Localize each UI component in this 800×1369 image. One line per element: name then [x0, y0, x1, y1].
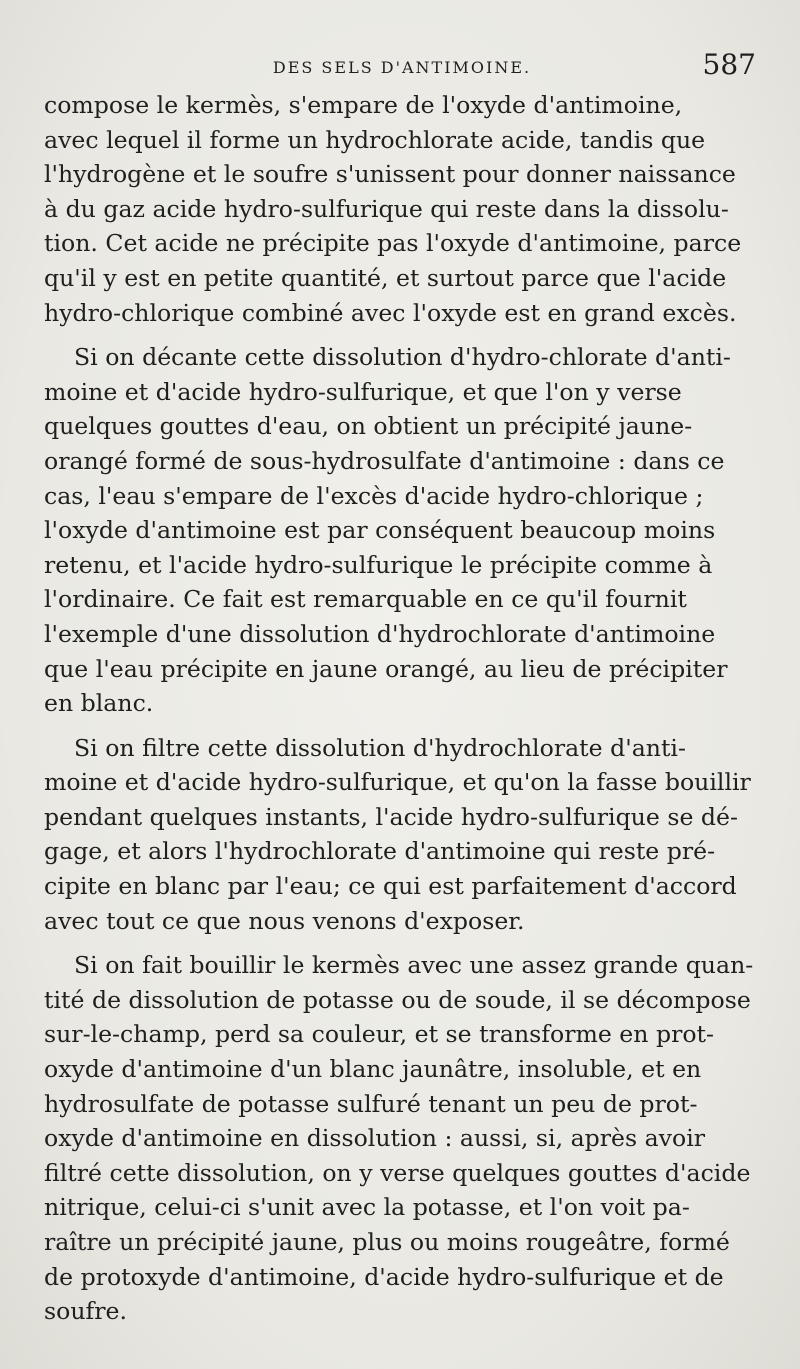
- text-line: orangé formé de sous-hydrosulfate d'antimoine : dans ce: [44, 446, 725, 475]
- text-line: en blanc.: [44, 689, 154, 718]
- text-line: moine et d'acide hydro-sulfurique, et qu'on la fasse bouillir: [44, 768, 751, 797]
- page-number: 587: [702, 48, 756, 81]
- text-line: nitrique, celui-ci s'unit avec la potasse, et l'on voit pa-: [44, 1193, 690, 1222]
- text-line: soufre.: [44, 1297, 127, 1326]
- text-line: Si on décante cette dissolution d'hydro-chlorate d'anti-: [74, 343, 731, 372]
- text-line: hydrosulfate de potasse sulfuré tenant un peu de prot-: [44, 1089, 698, 1118]
- text-line: tité de dissolution de potasse ou de soude, il se décompose: [44, 985, 751, 1014]
- text-line: à du gaz acide hydro-sulfurique qui reste dans la dissolu-: [44, 194, 729, 223]
- text-line: compose le kermès, s'empare de l'oxyde d'antimoine,: [44, 91, 683, 119]
- text-line: hydro-chlorique combiné avec l'oxyde est en grand excès.: [44, 298, 737, 327]
- running-title: DES SELS D'ANTIMOINE.: [272, 58, 532, 77]
- text-line: oxyde d'antimoine d'un blanc jaunâtre, insoluble, et en: [44, 1055, 702, 1084]
- text-line: oxyde d'antimoine en dissolution : aussi, si, après avoir: [44, 1124, 706, 1153]
- text-line: cas, l'eau s'empare de l'excès d'acide hydro-chlorique ;: [44, 481, 704, 510]
- text-line: l'exemple d'une dissolution d'hydrochlorate d'antimoine: [44, 619, 716, 648]
- paragraph: [44, 948, 758, 1329]
- text-line: l'ordinaire. Ce fait est remarquable en ce qu'il fournit: [44, 585, 687, 614]
- text-line: avec tout ce que nous venons d'exposer.: [44, 906, 525, 935]
- text-line: Si on fait bouillir le kermès avec une assez grande quan-: [74, 951, 754, 980]
- text-line: l'oxyde d'antimoine est par conséquent beaucoup moins: [44, 516, 716, 545]
- body-text: [44, 88, 758, 1329]
- text-line: cipite en blanc par l'eau; ce qui est parfaitement d'accord: [44, 872, 737, 901]
- paragraph: [44, 340, 758, 721]
- page-header: [44, 48, 760, 88]
- text-line: moine et d'acide hydro-sulfurique, et que l'on y verse: [44, 377, 682, 406]
- text-line: avec lequel il forme un hydrochlorate acide, tandis que: [44, 125, 706, 154]
- paragraph: [44, 731, 758, 939]
- text-line: de protoxyde d'antimoine, d'acide hydro-sulfurique et de: [44, 1262, 724, 1291]
- text-line: que l'eau précipite en jaune orangé, au lieu de précipiter: [44, 654, 728, 683]
- text-line: pendant quelques instants, l'acide hydro-sulfurique se dé-: [44, 802, 738, 831]
- text-line: qu'il y est en petite quantité, et surtout parce que l'acide: [44, 263, 727, 292]
- text-line: sur-le-champ, perd sa couleur, et se transforme en prot-: [44, 1020, 715, 1049]
- paragraph: [44, 88, 758, 330]
- text-line: gage, et alors l'hydrochlorate d'antimoine qui reste pré-: [44, 837, 716, 866]
- text-line: quelques gouttes d'eau, on obtient un précipité jaune-: [44, 412, 693, 441]
- text-line: l'hydrogène et le soufre s'unissent pour donner naissance: [44, 160, 736, 189]
- text-line: retenu, et l'acide hydro-sulfurique le précipite comme à: [44, 550, 713, 579]
- text-line: tion. Cet acide ne précipite pas l'oxyde d'antimoine, parce: [44, 229, 742, 258]
- text-line: Si on filtre cette dissolution d'hydrochlorate d'anti-: [74, 733, 686, 762]
- text-line: raître un précipité jaune, plus ou moins rougeâtre, formé: [44, 1228, 730, 1256]
- text-line: filtré cette dissolution, on y verse quelques gouttes d'acide: [44, 1158, 751, 1187]
